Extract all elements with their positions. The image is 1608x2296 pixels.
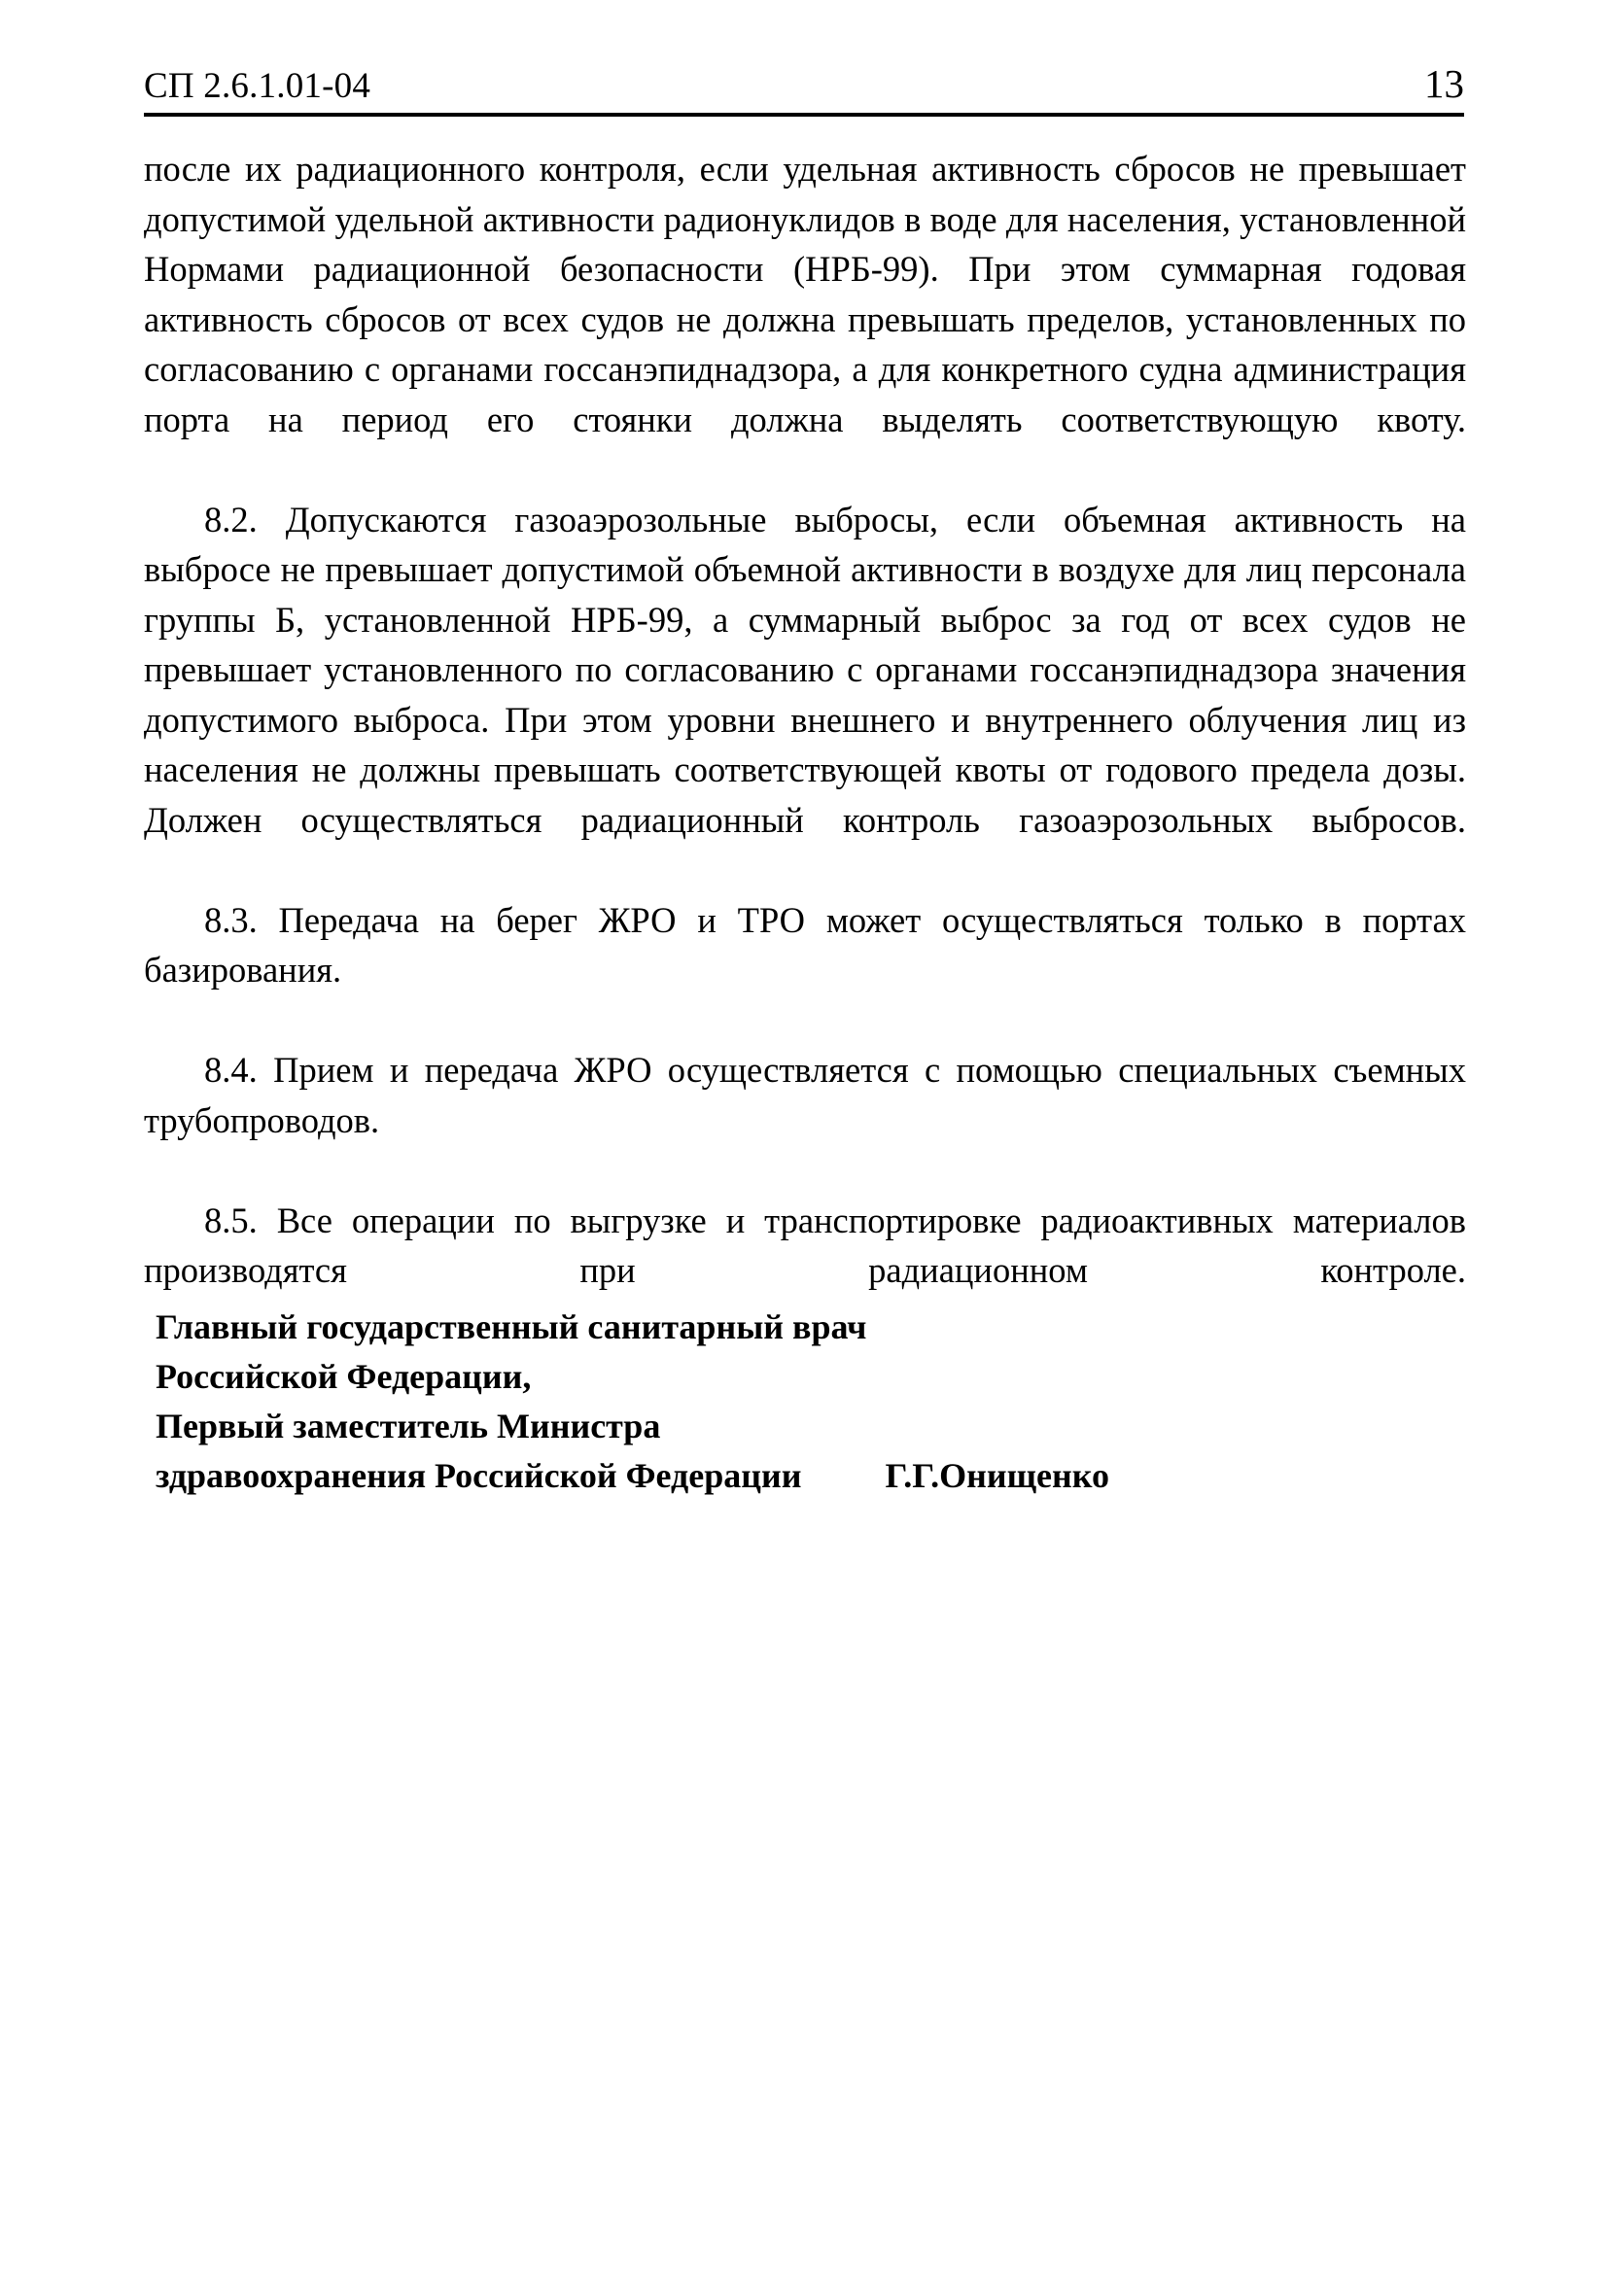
paragraph-continuation: после их радиационного контроля, если удельная активность сбросов не превышает допустимой удельной активности радионуклидов в воде для населения, установленной Нормами радиационной безопасности (НРБ-99). При этом суммарная годовая активность сбросов от всех судов не должна превышать пределов, установленных по согласованию с органами госсанэпиднадзора, а для конкретного судна администрация порта на период его стоянки должна выделять соответствующую квоту. [144, 149, 1466, 439]
header-divider-rule [144, 113, 1464, 117]
signature-block [156, 1303, 1468, 1501]
document-body [144, 144, 1466, 1345]
paragraph-8-5: 8.5. Все операции по выгрузке и транспортировке радиоактивных материалов производятся при радиационном контроле. [144, 1200, 1466, 1290]
paragraph-8-4: 8.4. Прием и передача ЖРО осуществляется с помощью специальных съемных трубопроводов. [144, 1050, 1466, 1140]
header-page-number: 13 [1424, 61, 1464, 106]
signature-role-line-3: Первый заместитель Министра [156, 1407, 661, 1445]
paragraph-8-2: 8.2. Допускаются газоаэрозольные выбросы, если объемная активность на выбросе не превышает допустимой объемной активности в воздухе для лиц персонала группы Б, установленной НРБ-99, а суммарный выброс за год от всех судов не превышает установленного по согласованию с органами госсанэпиднадзора значения допустимого выброса. При этом уровни внешнего и внутреннего облучения лиц из населения не должны превышать соответствующей квоты от годового предела дозы. Должен осуществляться радиационный контроль газоаэрозольных выбросов. [144, 499, 1466, 840]
signature-role-line-1: Главный государственный санитарный врач [156, 1307, 867, 1346]
header-document-code: СП 2.6.1.01-04 [144, 66, 371, 106]
signature-final-row [156, 1451, 1468, 1501]
signature-role-line-2: Российской Федерации, [156, 1357, 532, 1396]
signatory-name: Г.Г.Онищенко [885, 1456, 1109, 1495]
signature-role-line-4: здравоохранения Российской Федерации [156, 1456, 802, 1495]
paragraph-8-3: 8.3. Передача на берег ЖРО и ТРО может осуществляться только в портах базирования. [144, 899, 1466, 990]
page-header [144, 60, 1464, 107]
